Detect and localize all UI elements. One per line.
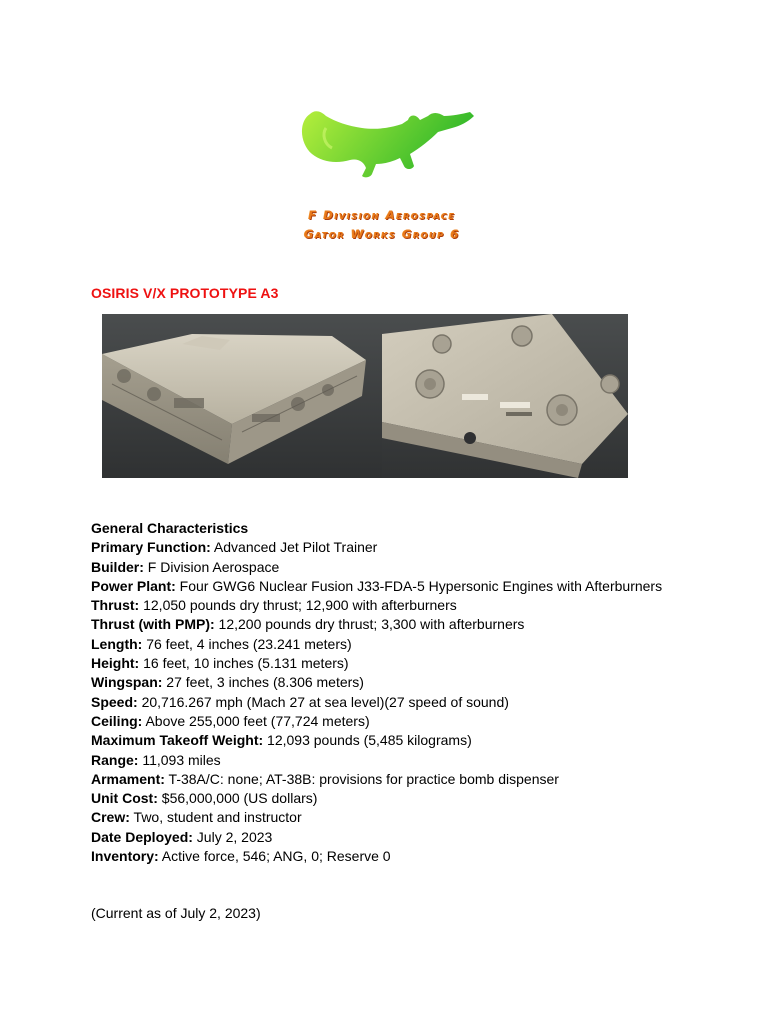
currency-note: (Current as of July 2, 2023): [91, 905, 261, 921]
spec-row: [91, 828, 671, 847]
spec-value: Active force, 546; ANG, 0; Reserve 0: [158, 848, 391, 865]
spec-value: 11,093 miles: [138, 751, 221, 768]
specs-heading: General Characteristics: [91, 520, 249, 536]
spec-label: Crew:: [91, 809, 130, 826]
spec-label: Date Deployed:: [91, 828, 193, 845]
spec-row: [91, 596, 671, 615]
document-title: OSIRIS V/X PROTOTYPE A3: [91, 285, 279, 301]
spec-label: Speed:: [91, 693, 138, 710]
spec-label: Height:: [91, 655, 140, 672]
spec-value: $56,000,000 (US dollars): [157, 790, 318, 807]
spec-label: Power Plant:: [91, 577, 176, 594]
spec-row: [91, 751, 671, 770]
spec-row: [91, 615, 671, 634]
spec-row: [91, 635, 671, 654]
spec-value: F Division Aerospace: [143, 558, 280, 575]
spec-value: Above 255,000 feet (77,724 meters): [142, 712, 370, 729]
spec-value: T-38A/C: none; AT-38B: provisions for practice bomb dispenser: [164, 770, 559, 787]
spec-row: [91, 789, 671, 808]
spec-label: Thrust (with PMP):: [91, 616, 215, 633]
spec-label: Range:: [91, 751, 139, 768]
spec-label: Wingspan:: [91, 674, 163, 691]
spec-value: 76 feet, 4 inches (23.241 meters): [142, 635, 352, 652]
spec-value: 12,200 pounds dry thrust; 3,300 with afterburners: [214, 616, 525, 633]
spec-list: [91, 538, 671, 866]
prototype-image-pair: [102, 314, 628, 478]
spec-value: 20,716.267 mph (Mach 27 at sea level)(27 speed of sound): [137, 693, 509, 710]
spec-row: [91, 654, 671, 673]
spec-label: Armament:: [91, 770, 165, 787]
spec-row: [91, 538, 671, 557]
spec-row: [91, 847, 671, 866]
spec-label: Length:: [91, 635, 143, 652]
spec-label: Builder:: [91, 558, 144, 575]
spec-value: July 2, 2023: [192, 828, 273, 845]
alligator-logo-icon: [292, 92, 477, 188]
spec-value: 27 feet, 3 inches (8.306 meters): [162, 674, 364, 691]
spec-value: Four GWG6 Nuclear Fusion J33-FDA-5 Hypersonic Engines with Afterburners: [175, 577, 663, 594]
spec-row: [91, 808, 671, 827]
spec-label: Inventory:: [91, 848, 159, 865]
spec-value: Advanced Jet Pilot Trainer: [210, 539, 378, 556]
spec-row: [91, 731, 671, 750]
spec-row: [91, 673, 671, 692]
spec-label: Thrust:: [91, 597, 140, 614]
spec-value: 12,050 pounds dry thrust; 12,900 with afterburners: [139, 597, 457, 614]
general-characteristics: [91, 519, 671, 866]
logo-text-line-2: Gator Works Group 6: [303, 227, 461, 241]
aircraft-side-render-icon: [102, 314, 382, 478]
spec-row: [91, 712, 671, 731]
spec-row: [91, 577, 671, 596]
spec-value: 12,093 pounds (5,485 kilograms): [263, 732, 472, 749]
spec-label: Ceiling:: [91, 712, 143, 729]
aircraft-top-render-icon: [382, 314, 628, 478]
spec-value: Two, student and instructor: [129, 809, 302, 826]
spec-row: [91, 770, 671, 789]
spec-value: 16 feet, 10 inches (5.131 meters): [139, 655, 349, 672]
spec-row: [91, 693, 671, 712]
company-logo: [282, 92, 482, 252]
spec-label: Unit Cost:: [91, 790, 158, 807]
spec-row: [91, 558, 671, 577]
spec-label: Primary Function:: [91, 539, 211, 556]
logo-text-line-1: F Division Aerospace: [308, 208, 456, 222]
spec-label: Maximum Takeoff Weight:: [91, 732, 264, 749]
